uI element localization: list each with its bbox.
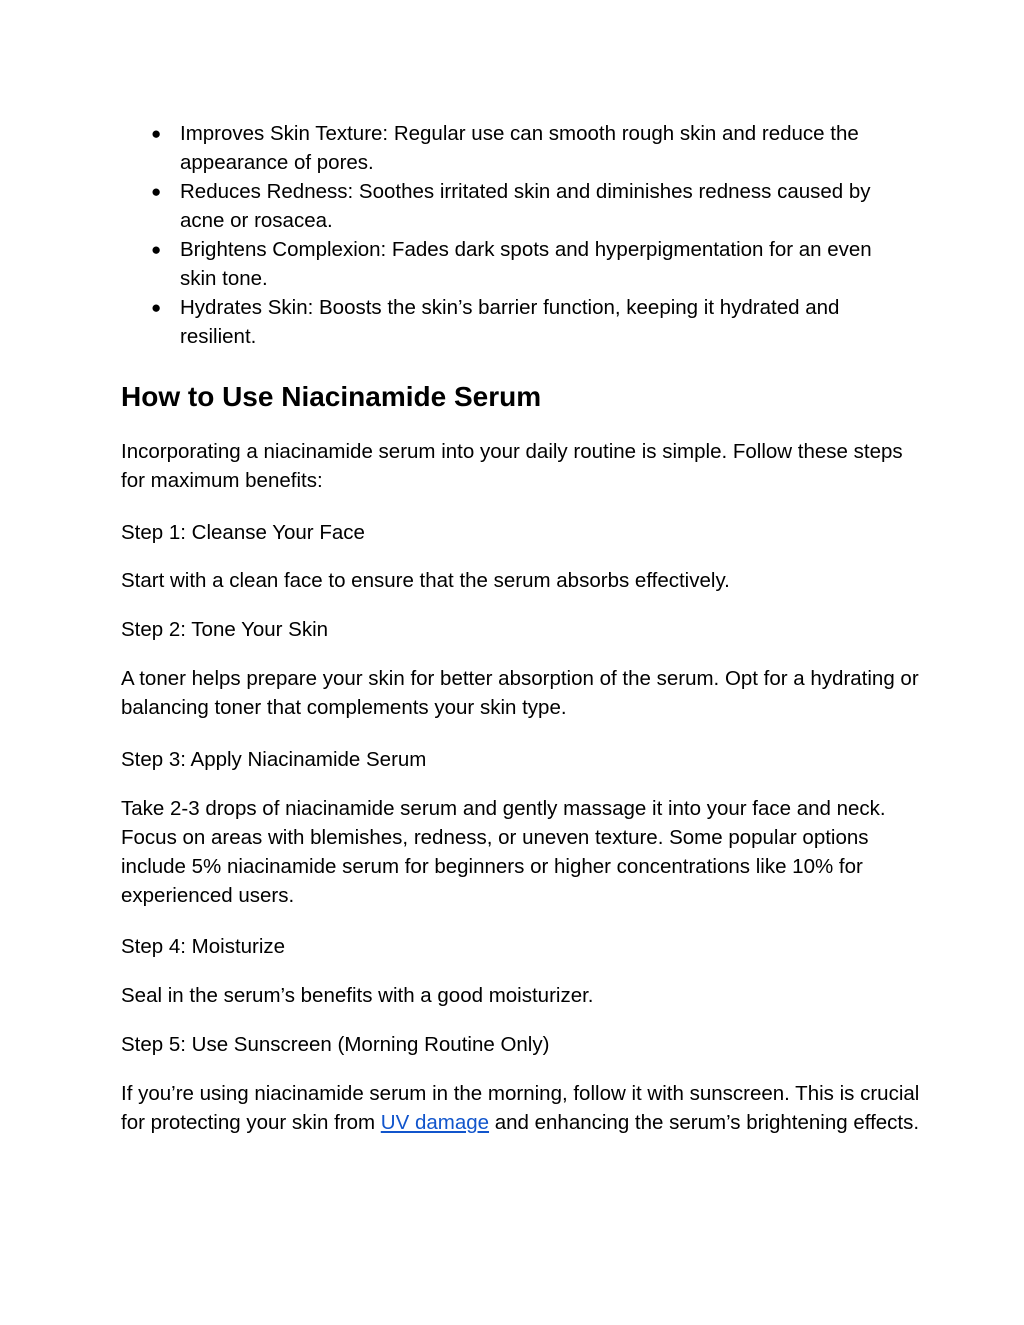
step-2-title: Step 2: Tone Your Skin [121, 618, 329, 641]
bullet-icon: ● [151, 298, 162, 317]
bullet-icon: ● [151, 240, 162, 259]
step-1-body: Start with a clean face to ensure that the serum absorbs effectively. [121, 569, 730, 592]
benefit-item-texture [121, 119, 911, 177]
benefits-list [121, 119, 911, 351]
step-4-body: Seal in the serum’s benefits with a good moisturizer. [121, 984, 594, 1007]
step-5-title: Step 5: Use Sunscreen (Morning Routine Only) [121, 1033, 550, 1056]
benefit-item-complexion [121, 235, 911, 293]
step-3-title: Step 3: Apply Niacinamide Serum [121, 748, 427, 771]
step-5-body [121, 1079, 921, 1137]
bullet-icon: ● [151, 182, 162, 201]
benefit-item-redness [121, 177, 911, 235]
section-heading: How to Use Niacinamide Serum [121, 381, 542, 412]
step-2-body: A toner helps prepare your skin for better absorption of the serum. Opt for a hydrating or balancing toner that complements your skin type. [121, 667, 919, 719]
benefit-text: Brightens Complexion: Fades dark spots and hyperpigmentation for an even skin tone. [180, 238, 872, 290]
step-5-body-text-after: and enhancing the serum’s brightening effects. [489, 1111, 920, 1134]
bullet-icon: ● [151, 124, 162, 143]
step-1-title: Step 1: Cleanse Your Face [121, 521, 365, 544]
step-4-title: Step 4: Moisturize [121, 935, 286, 958]
benefit-text: Reduces Redness: Soothes irritated skin and diminishes redness caused by acne or rosacea. [180, 180, 871, 232]
uv-damage-link[interactable]: UV damage [380, 1111, 490, 1134]
step-5-body-text-before: If you’re using niacinamide serum in the morning, follow it with sunscreen. This is crucial for protecting your skin from [121, 1082, 920, 1134]
step-3-body: Take 2-3 drops of niacinamide serum and gently massage it into your face and neck. Focus on areas with blemishes, redness, or uneven texture. Some popular options include 5% niacinamide serum for beginners or higher concentrations like 10% for experienced users. [121, 797, 886, 907]
benefit-item-hydration [121, 293, 911, 351]
benefit-text: Improves Skin Texture: Regular use can smooth rough skin and reduce the appearance of pores. [180, 122, 859, 174]
benefit-text: Hydrates Skin: Boosts the skin’s barrier function, keeping it hydrated and resilient. [180, 296, 840, 348]
intro-paragraph: Incorporating a niacinamide serum into your daily routine is simple. Follow these steps for maximum benefits: [121, 440, 903, 492]
